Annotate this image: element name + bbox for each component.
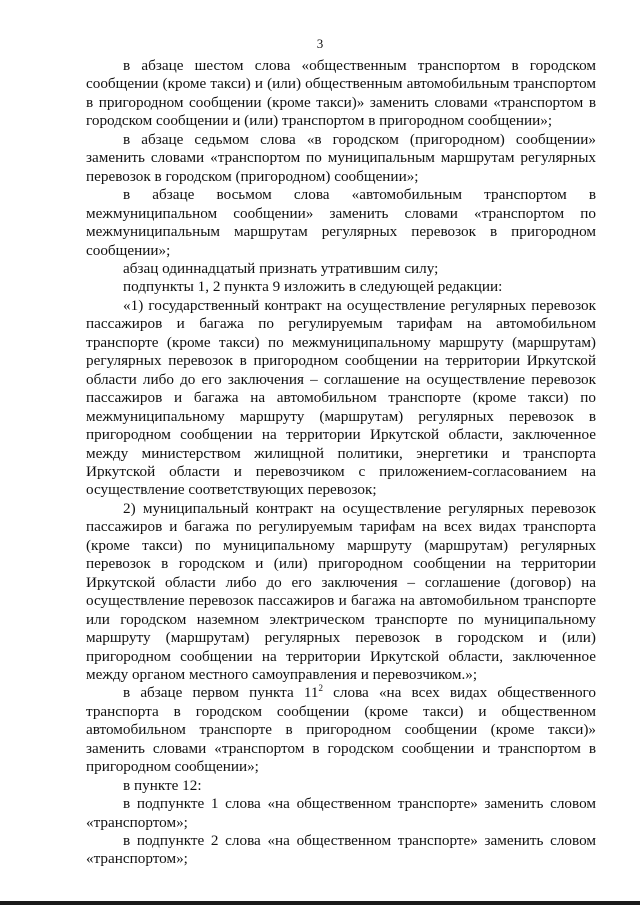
scan-bottom-edge [0,901,640,905]
paragraph-abzac-odinnadcatyy: абзац одиннадцатый признать утратившим силу; [123,259,439,277]
page-number: 3 [316,36,324,51]
paragraph-abzac-vosmoy: в абзаце восьмом слова «автомобильным транспортом в межмуниципальном сообщении» заменить словами «транспортом по межмуниципальным маршрутам регулярных перевозок в пригородном сообщении»; [86,186,596,259]
document-body [86,57,596,869]
paragraph-punkt-9-intro: подпункты 1, 2 пункта 9 изложить в следующей редакции: [123,278,503,296]
punkt-11-text-before: в абзаце первом пункта 11 [123,684,319,702]
paragraph-podpunkt-2: 2) муниципальный контракт на осуществление регулярных перевозок пассажиров и багажа по регулируемым тарифам на всех видах транспорта (кроме такси) по муниципальному маршруту (маршрутам) регулярных перевозок в городском и (или) пригородном сообщении на территории Иркутской области либо до его заключения – соглашение (договор) на осуществление перевозок пассажиров и багажа на автомобильном транспорте или городском наземном электрическом транспорте по муниципальному маршруту (маршрутам) регулярных перевозок в городском и (или) пригородном сообщении на территории Иркутской области, заключенное между органом местного самоуправления и перевозчиком.»; [86,499,596,683]
paragraph-punkt-12-podpunkt-2: в подпункте 2 слова «на общественном транспорте» заменить словом «транспортом»; [86,832,596,868]
punkt-11-text-after: слова «на всех видах общественного транспорта в городском сообщении (кроме такси) и общественном автомобильном транспорте в пригородном сообщении (кроме такси)» заменить словами «транспортом в городском сообщении и транспортом в пригородном сообщении»; [86,684,596,776]
paragraph-podpunkt-1: «1) государственный контракт на осуществление регулярных перевозок пассажиров и багажа по регулируемым тарифам на автомобильном транспорте (кроме такси) по межмуниципальному маршруту (маршрутам) регулярных перевозок в пригородном сообщении на территории Иркутской области либо до его заключения – соглашение на осуществление перевозок пассажиров и багажа на автомобильном транспорте (кроме такси) по межмуниципальному маршруту (маршрутам) регулярных перевозок в пригородном сообщении на территории Иркутской области, заключенное между министерством жилищной политики, энергетики и транспорта Иркутской области и перевозчиком с приложением-согласованием на осуществление соответствующих перевозок; [86,296,596,499]
paragraph-abzac-sedmoy: в абзаце седьмом слова «в городском (пригородном) сообщении» заменить словами «транспортом по муниципальным маршрутам регулярных перевозок в городском (пригородном) сообщении»; [86,130,596,185]
paragraph-punkt-11-2 [86,684,596,776]
punkt-11-superscript: 2 [318,683,324,694]
paragraph-punkt-12-intro: в пункте 12: [123,776,202,794]
paragraph-punkt-12-podpunkt-1: в подпункте 1 слова «на общественном транспорте» заменить словом «транспортом»; [86,795,596,831]
paragraph-abzac-shestoy: в абзаце шестом слова «общественным транспортом в городском сообщении (кроме такси) и (или) общественным автомобильным транспортом в пригородном сообщении (кроме такси)» заменить словами «транспортом в городском сообщении и (или) транспортом в пригородном сообщении»; [86,57,596,130]
